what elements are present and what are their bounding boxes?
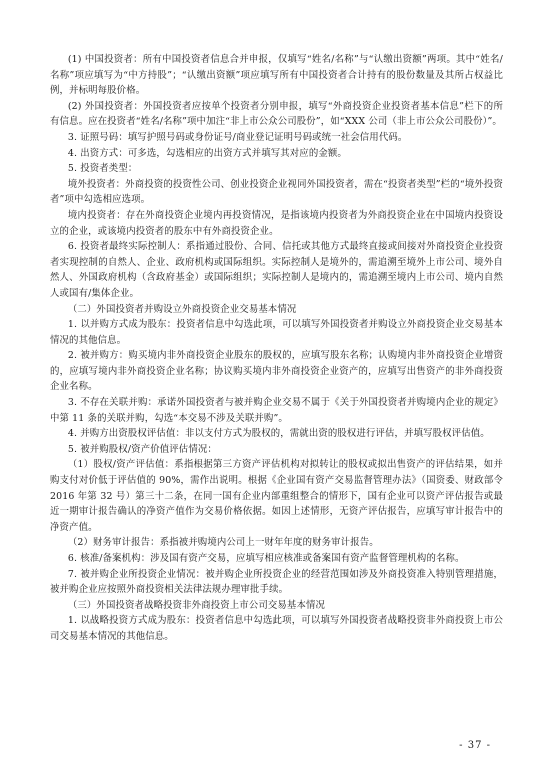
para-strategic-shareholder: 1. 以战略投资方式成为股东：投资者信息中勾选此项，可以填写外国投资者战略投资非外商投资上市公司交易基本情况的其他信息。 (50, 615, 503, 642)
para-financial-audit: （2）财务审计报告：系指被并购境内公司上一财年年度的财务审计报告。 (67, 537, 379, 549)
para-foreign-investor: (2) 外国投资者：外国投资者应按单个投资者分别申报，填写“外商投资企业投资者基本信息”栏下的所有信息。应在投资者“姓名/名称”项中加注“非上市公众公司股份”，如“XXX 公司（非上市公众公司股份）”。 (50, 100, 503, 128)
section-heading-merger: （二）外国投资者并购设立外商投资企业交易基本情况 (67, 303, 297, 315)
para-equity-valuation: 4. 并购方出资股权评估值：非以支付方式为股权的，需就出资的股权进行评估，并填写股权评估值。 (67, 428, 490, 440)
para-invested-enterprise: 7. 被并购企业所投资企业情况：被并购企业所投资企业的经营范围如涉及外商投资准入特别管理措施，被并购企业应按照外商投资相关法律法规办理审批手续。 (50, 568, 503, 596)
para-approval-agency: 6. 核准/备案机构：涉及国有资产交易，应填写相应核准或备案国有资产监督管理机构的名称。 (67, 553, 465, 564)
para-domestic-investor: 境内投资者：存在外商投资企业境内再投资情况，是指该境内投资者为外商投资企业在中国境内投资设立的企业，或该境内投资者的股东中有外商投资企业。 (50, 209, 503, 237)
para-asset-valuation-heading: 5. 被并购股权/资产价值评估情况： (67, 443, 217, 455)
section-heading-strategic: （三）外国投资者战略投资非外商投资上市公司交易基本情况 (67, 599, 326, 611)
para-merged-party: 2. 被并购方：购买境内非外商投资企业股东的股权的，应填写股东名称；认购境内非外商投资企业增资的，应填写境内非外商投资企业名称；协议购买境内非外商投资企业资产的，应填写出售资产的非外商投资企业名称。 (50, 350, 503, 393)
para-chinese-investor: (1) 中国投资者：所有中国投资者信息合并申报，仅填写“姓名/名称”与“认缴出资额”两项。其中“姓名/名称”项应填写为“中方持股”；“认缴出资额”项应填写所有中国投资者合计持有的股份数量及其所占权益比例，并标明每股价格。 (50, 54, 503, 97)
para-merger-shareholder: 1. 以并购方式成为股东：投资者信息中勾选此项，可以填写外国投资者并购设立外商投资企业交易基本情况的其他信息。 (50, 319, 503, 346)
para-asset-valuation-detail: （1）股权/资产评估值：系指根据第三方资产评估机构对拟转让的股权或拟出售资产的评估结果，如并购支付对价低于评估值的 90%，需作出说明。根据《企业国有资产交易监督管理办法》（国资委、财政部令 2016 年第 32 号）第三十二条，在同一国有企业内部重组整合的情形下，国有企业可以资产评估报告或最近一期审计报告确认的净资产值作为交易价格依据。如因上述情形，无资产评估报告，应填写审计报告中的净资产值。 (50, 459, 503, 533)
para-no-related-merger: 3. 不存在关联并购：承诺外国投资者与被并购企业交易不属于《关于外国投资者并购境内企业的规定》中第 11 条的关联并购，勾选“本交易不涉及关联并购”。 (50, 397, 503, 424)
para-capital-method: 4. 出资方式：可多选，勾选相应的出资方式并填写其对应的金额。 (67, 147, 347, 159)
para-ultimate-controller: 6. 投资者最终实际控制人：系指通过股份、合同、信托或其他方式最终直接或间接对外商投资企业投资者实现控制的自然人、企业、政府机构或国际组织。实际控制人是境外的，需追溯至境外上市公司、境外自然人、外国政府机构（含政府基金）或国际组织；实际控制人是境内的，需追溯至境内上市公司、境内自然人或国有/集体企业。 (50, 241, 503, 299)
page-number: - 37 - (459, 740, 491, 751)
para-overseas-investor: 境外投资者：外商投资的投资性公司、创业投资企业视同外国投资者，需在“投资者类型”栏的“境外投资者”项中勾选相应选项。 (50, 178, 503, 206)
para-license-number: 3. 证照号码：填写护照号码或身份证号/商业登记证明号码或统一社会信用代码。 (67, 131, 408, 143)
para-investor-type-heading: 5. 投资者类型： (67, 163, 138, 175)
